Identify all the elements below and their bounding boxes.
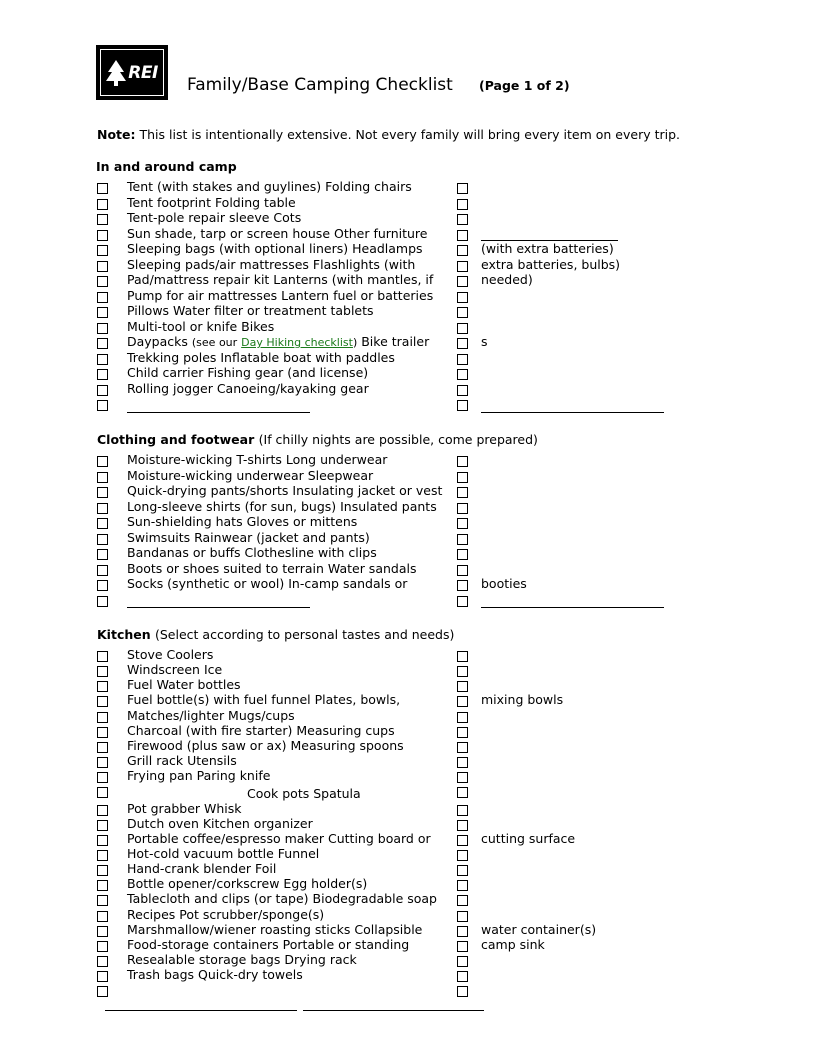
checklist-item: Food-storage containers Portable or standing — [127, 936, 410, 952]
note-label: Note: — [97, 127, 136, 142]
checkbox[interactable] — [97, 820, 108, 831]
checklist-item-continued: (with extra batteries) — [481, 241, 614, 256]
checkbox[interactable] — [457, 880, 468, 891]
checkbox[interactable] — [457, 534, 468, 545]
checkbox[interactable] — [97, 487, 108, 498]
checkbox[interactable] — [457, 183, 468, 194]
checkbox[interactable] — [97, 292, 108, 303]
page-info: (Page 1 of 2) — [479, 78, 570, 93]
checkbox[interactable] — [457, 805, 468, 816]
checklist-item: Quick-drying pants/shorts Insulating jacket or vest — [127, 483, 443, 498]
checklist-item-continued: s — [481, 334, 488, 349]
checkbox[interactable] — [97, 565, 108, 576]
checklist-item: Pad/mattress repair kit Lanterns (with mantles, if — [127, 272, 434, 287]
checklist-item: Tent footprint Folding table — [127, 194, 296, 210]
write-in-line — [303, 1010, 484, 1011]
checkbox[interactable] — [457, 307, 468, 318]
checklist-item: Tent (with stakes and guylines) Folding chairs — [127, 179, 412, 194]
checkbox[interactable] — [457, 503, 468, 514]
checklist-item: Child carrier Fishing gear (and license) — [127, 365, 369, 380]
checkbox[interactable] — [457, 323, 468, 334]
checkbox[interactable] — [97, 926, 108, 937]
checklist-item-continued: mixing bowls — [481, 692, 564, 708]
checkbox[interactable] — [457, 338, 468, 349]
checklist-item: Pump for air mattresses Lantern fuel or batteries — [127, 287, 434, 303]
checkbox[interactable] — [457, 696, 468, 707]
checklist-item: Frying pan Paring knife — [127, 768, 271, 784]
write-in-line — [127, 607, 310, 608]
write-in-line — [481, 240, 618, 241]
checkbox[interactable] — [97, 787, 108, 798]
checklist-item-continued: cutting surface — [481, 830, 576, 846]
checklist-item: Resealable storage bags Drying rack — [127, 952, 357, 967]
checkbox[interactable] — [457, 456, 468, 467]
checklist-item: Marshmallow/wiener roasting sticks Collapsible — [127, 921, 423, 937]
checklist-item: Fuel Water bottles — [127, 677, 241, 693]
checkbox[interactable] — [457, 487, 468, 498]
checkbox[interactable] — [97, 385, 108, 396]
checkbox[interactable] — [457, 518, 468, 529]
section-heading-kitchen-text: Kitchen — [97, 627, 151, 642]
checkbox[interactable] — [97, 276, 108, 287]
checkbox[interactable] — [97, 338, 108, 349]
section-heading-camp — [96, 159, 237, 174]
checklist-item: Boots or shoes suited to terrain Water sandals — [127, 560, 417, 576]
write-in-line — [481, 412, 664, 413]
checklist-item — [127, 334, 429, 349]
checkbox[interactable] — [97, 214, 108, 225]
day-hiking-checklist-link[interactable]: Day Hiking checklist — [241, 336, 353, 349]
checkbox[interactable] — [97, 456, 108, 467]
checkbox[interactable] — [457, 835, 468, 846]
checkbox[interactable] — [457, 820, 468, 831]
checkbox[interactable] — [457, 369, 468, 380]
checklist-item: Hot-cold vacuum bottle Funnel — [127, 845, 320, 861]
checkbox[interactable] — [97, 534, 108, 545]
checkbox[interactable] — [97, 354, 108, 365]
checklist-item: Multi-tool or knife Bikes — [127, 318, 275, 334]
section-heading-kitchen — [97, 627, 454, 642]
checkbox[interactable] — [97, 712, 108, 723]
checkbox[interactable] — [457, 926, 468, 937]
checkbox[interactable] — [457, 400, 468, 411]
write-in-line — [481, 607, 664, 608]
checkbox[interactable] — [457, 549, 468, 560]
rei-logo — [96, 45, 168, 100]
checklist-item: Sleeping bags (with optional liners) Headlamps — [127, 241, 423, 256]
checkbox[interactable] — [457, 472, 468, 483]
checkbox[interactable] — [457, 276, 468, 287]
checkbox[interactable] — [97, 757, 108, 768]
checkbox[interactable] — [457, 757, 468, 768]
checklist-item: Sun shade, tarp or screen house Other furniture — [127, 225, 428, 241]
checkbox[interactable] — [97, 230, 108, 241]
checklist-item: Recipes Pot scrubber/sponge(s) — [127, 906, 325, 922]
checkbox[interactable] — [457, 596, 468, 607]
checkbox[interactable] — [97, 596, 108, 607]
checkbox[interactable] — [97, 805, 108, 816]
checkbox[interactable] — [97, 369, 108, 380]
checkbox[interactable] — [457, 199, 468, 210]
checkbox[interactable] — [457, 666, 468, 677]
checklist-item: Portable coffee/espresso maker Cutting board or — [127, 830, 431, 846]
checkbox[interactable] — [97, 696, 108, 707]
item-text: Daypacks — [127, 334, 188, 349]
checkbox[interactable] — [457, 941, 468, 952]
checklist-item-continued: extra batteries, bulbs) — [481, 256, 621, 272]
checkbox[interactable] — [97, 651, 108, 662]
checkbox[interactable] — [457, 911, 468, 922]
checkbox[interactable] — [457, 772, 468, 783]
checkbox[interactable] — [97, 727, 108, 738]
write-in-line — [127, 412, 310, 413]
checkbox[interactable] — [457, 787, 468, 798]
note-text: This list is intentionally extensive. Not every family will bring every item on every trip. — [139, 127, 681, 142]
checkbox[interactable] — [457, 354, 468, 365]
checkbox[interactable] — [457, 565, 468, 576]
checkbox[interactable] — [97, 772, 108, 783]
checkbox[interactable] — [97, 941, 108, 952]
checkbox[interactable] — [457, 956, 468, 967]
checklist-item: Matches/lighter Mugs/cups — [127, 707, 295, 723]
note — [97, 127, 680, 142]
section-heading-camp-text: In and around camp — [96, 159, 237, 174]
checklist-item: Trekking poles Inflatable boat with paddles — [127, 349, 395, 365]
checklist-item-continued: needed) — [481, 272, 533, 287]
checklist-item: Sleeping pads/air mattresses Flashlights (with — [127, 256, 416, 272]
checkbox[interactable] — [97, 518, 108, 529]
checkbox[interactable] — [97, 835, 108, 846]
checkbox[interactable] — [457, 214, 468, 225]
checkbox[interactable] — [97, 911, 108, 922]
section-heading-clothing — [97, 432, 538, 447]
checklist-item: Fuel bottle(s) with fuel funnel Plates, bowls, — [127, 692, 401, 708]
checkbox[interactable] — [457, 230, 468, 241]
checkbox[interactable] — [97, 549, 108, 560]
checkbox[interactable] — [457, 727, 468, 738]
checklist-item: Rolling jogger Canoeing/kayaking gear — [127, 380, 369, 396]
checklist-item: Windscreen Ice — [127, 662, 223, 678]
tree-icon — [106, 59, 126, 87]
checklist-item: Sun-shielding hats Gloves or mittens — [127, 514, 358, 529]
checkbox[interactable] — [97, 400, 108, 411]
checklist-item: Tent-pole repair sleeve Cots — [127, 210, 302, 225]
checklist-item: Socks (synthetic or wool) In-camp sandals or — [127, 576, 408, 591]
checkbox[interactable] — [457, 292, 468, 303]
checkbox[interactable] — [457, 971, 468, 982]
checklist-item: Cook pots Spatula — [247, 786, 361, 802]
checkbox[interactable] — [97, 503, 108, 514]
checklist-item-continued: booties — [481, 576, 527, 591]
checkbox[interactable] — [97, 472, 108, 483]
checkbox[interactable] — [97, 880, 108, 891]
checkbox[interactable] — [457, 865, 468, 876]
checkbox[interactable] — [97, 261, 108, 272]
checkbox[interactable] — [457, 850, 468, 861]
checkbox[interactable] — [97, 666, 108, 677]
checkbox[interactable] — [97, 956, 108, 967]
checkbox[interactable] — [97, 245, 108, 256]
checkbox[interactable] — [97, 971, 108, 982]
item-note: (see our — [191, 336, 238, 349]
checkbox[interactable] — [97, 183, 108, 194]
checklist-item: Pot grabber Whisk — [127, 800, 242, 816]
checklist-item: Moisture-wicking T-shirts Long underwear — [127, 452, 388, 467]
checklist-item: Long-sleeve shirts (for sun, bugs) Insulated pants — [127, 498, 437, 514]
checkbox[interactable] — [97, 580, 108, 591]
checkbox[interactable] — [457, 245, 468, 256]
checklist-item: Bottle opener/corkscrew Egg holder(s) — [127, 876, 368, 892]
checklist-item: Moisture-wicking underwear Sleepwear — [127, 467, 374, 483]
checkbox[interactable] — [97, 865, 108, 876]
checkbox[interactable] — [457, 261, 468, 272]
checkbox[interactable] — [97, 986, 108, 997]
checklist-item-continued: camp sink — [481, 936, 545, 952]
checkbox[interactable] — [457, 986, 468, 997]
checkbox[interactable] — [457, 742, 468, 753]
checkbox[interactable] — [457, 712, 468, 723]
checklist-item: Charcoal (with fire starter) Measuring cups — [127, 722, 395, 738]
checklist-item: Grill rack Utensils — [127, 753, 237, 769]
checkbox[interactable] — [457, 651, 468, 662]
section-subheading-kitchen: (Select according to personal tastes and needs) — [155, 627, 455, 642]
checkbox[interactable] — [97, 742, 108, 753]
item-text: Bike trailer — [361, 334, 430, 349]
checklist-item: Dutch oven Kitchen organizer — [127, 815, 313, 831]
checklist-item: Tablecloth and clips (or tape) Biodegradable soap — [127, 891, 437, 907]
checkbox[interactable] — [97, 895, 108, 906]
checkbox[interactable] — [457, 385, 468, 396]
logo-text: REI — [128, 62, 158, 83]
checklist-item: Hand-crank blender Foil — [127, 861, 277, 877]
checklist-item: Firewood (plus saw or ax) Measuring spoons — [127, 737, 404, 753]
section-heading-clothing-text: Clothing and footwear — [97, 432, 255, 447]
item-note: ) — [352, 336, 358, 349]
checklist-item-continued: water container(s) — [481, 921, 597, 937]
checklist-item: Trash bags Quick-dry towels — [127, 967, 303, 983]
checklist-item: Pillows Water filter or treatment tablets — [127, 303, 374, 318]
section-subheading-clothing: (If chilly nights are possible, come prepared) — [258, 432, 538, 447]
page-title: Family/Base Camping Checklist — [187, 75, 453, 95]
checklist-item: Bandanas or buffs Clothesline with clips — [127, 545, 377, 560]
checkbox[interactable] — [97, 850, 108, 861]
checklist-item: Stove Coolers — [127, 647, 214, 662]
write-in-line — [105, 1010, 297, 1011]
checkbox[interactable] — [457, 681, 468, 692]
checkbox[interactable] — [457, 580, 468, 591]
checkbox[interactable] — [97, 307, 108, 318]
checkbox[interactable] — [97, 199, 108, 210]
checklist-item: Swimsuits Rainwear (jacket and pants) — [127, 529, 370, 545]
checkbox[interactable] — [97, 323, 108, 334]
checkbox[interactable] — [97, 681, 108, 692]
checkbox[interactable] — [457, 895, 468, 906]
